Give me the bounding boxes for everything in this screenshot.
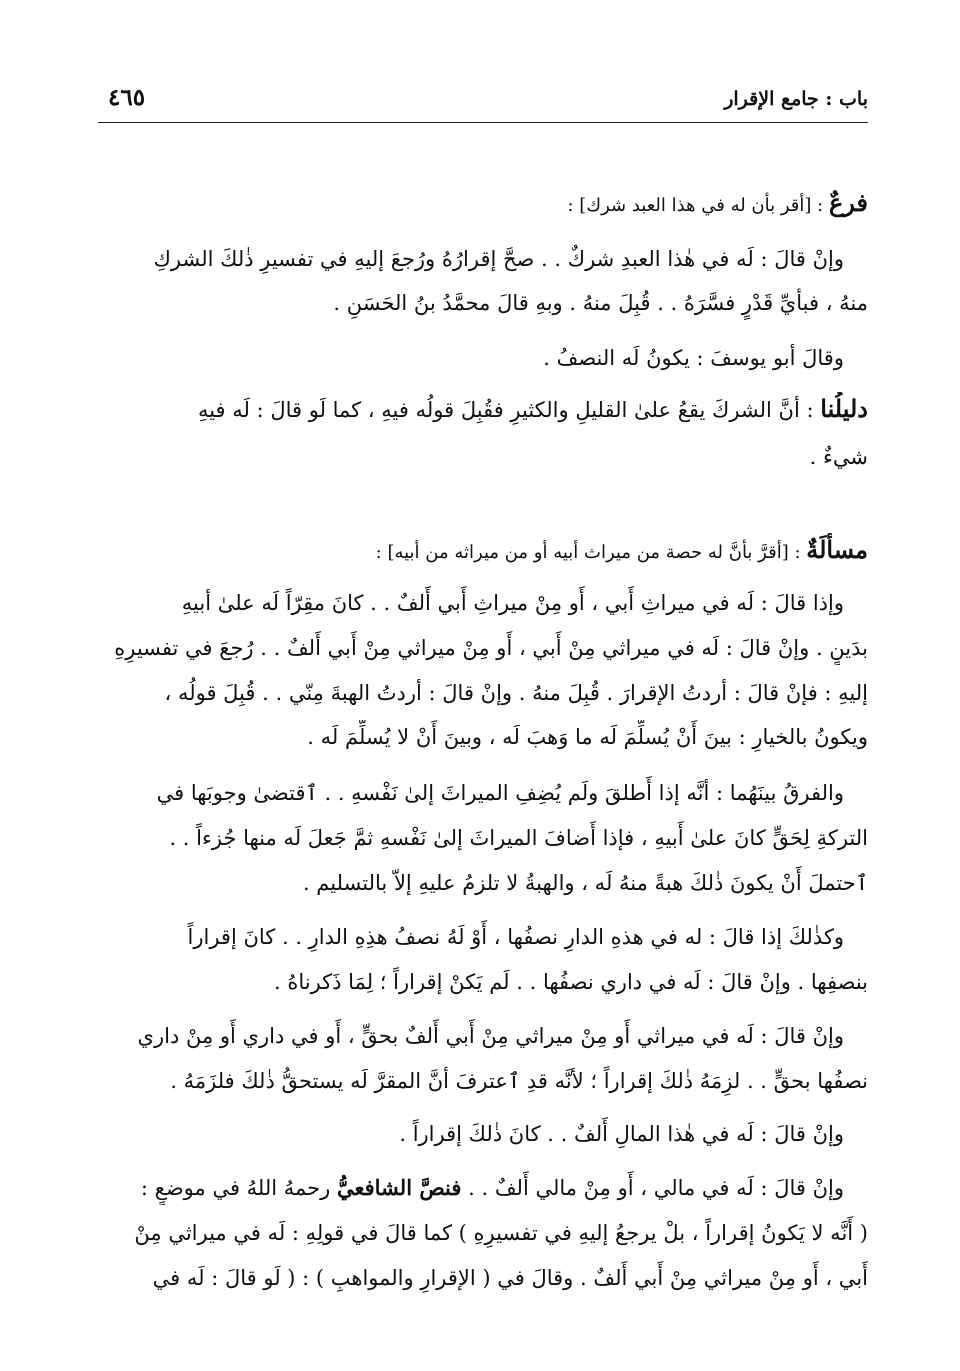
text-span: رحمهُ اللهُ في موضعٍ :	[140, 1176, 337, 1200]
heading-subject: : [أقر بأن له في هذا العبد شرك] :	[567, 195, 829, 216]
text-line: أَبي ، أَو مِنْ ميراثي مِنْ أَبي أَلفٌ . وقالَ في ( الإقرارِ والمواهبِ ) : ( لَو قالَ : لَه في	[152, 1266, 868, 1290]
heading-subject: : [أقرَّ بأنَّ له حصة من ميراث أبيه أو من ميراثه من أبيه] :	[375, 542, 807, 563]
text-line: وإذا قالَ : لَه في ميراثِ أَبي ، أَو مِنْ ميراثِ أَبي أَلفٌ . . كانَ مقِرّاً لَه علىٰ أبيهِ	[181, 591, 844, 615]
text-line: وإنْ قالَ : لَه في هٰذا العبدِ شركٌ . . صحَّ إقرارُهُ ورُجعَ إليهِ في تفسيرِ ذٰلكَ الشركِ	[153, 247, 844, 271]
text-line: ويكونُ بالخيارِ : بينَ أَنْ يُسلِّمَ لَه ما وَهبَ لَه ، وبينَ أَنْ لا يُسلِّمَ لَه .	[307, 725, 868, 749]
text-line: والفرقُ بينَهُما : أنَّه إذا أَطلقَ ولَم يُضِفِ الميراثَ إلىٰ نَفْسهِ . . ٱقتضىٰ وجوبَها في	[156, 781, 844, 805]
text-line	[98, 1171, 844, 1205]
section-heading-masala	[98, 533, 868, 570]
page-header	[98, 82, 868, 123]
text-line: بنصفِها . وإنْ قالَ : لَه في داري نصفُها . . لَم يَكنْ إقراراً ؛ لِمَا ذَكرناهُ .	[273, 970, 868, 994]
text-span: : أنَّ الشركَ يقعُ علىٰ القليلِ والكثيرِ فقُبِلَ قولُه فيهِ ، كما لَو قالَ : لَه فيهِ	[197, 398, 821, 422]
text-line: وإنْ قالَ : لَه في هٰذا المالِ أَلفٌ . . كانَ ذٰلكَ إقراراً .	[399, 1122, 844, 1146]
text-line: إليهِ : فإنْ قالَ : أردتُ الإقرارَ . قُبِلَ منهُ . وإنْ قالَ : أردتُ الهبةَ مِنّي . . قُبِلَ قولُه ،	[164, 681, 868, 705]
text-line: وقالَ أبو يوسفَ : يكونُ لَه النصفُ .	[543, 346, 844, 370]
text-line: التركةِ لِحَقٍّ كانَ علىٰ أَبيهِ ، فإذا أَضافَ الميراثَ إلىٰ نَفْسهِ ثمَّ جَعلَ لَه منها جُزءاً . .	[169, 826, 868, 850]
text-line: شيءٌ .	[809, 445, 868, 469]
text-line: منهُ ، فبأيِّ قَدْرٍ فسَّرَهُ . . قُبِلَ منهُ . وبهِ قالَ محمَّدُ بنُ الحَسَنِ .	[333, 291, 868, 315]
scholar-name: فنصَّ الشافعيُّ	[336, 1175, 462, 1200]
text-line: ( أَنَّه لا يَكونُ إقراراً ، بلْ يرجعُ إليهِ في تفسيرِهِ ) كما قالَ في قولِهِ : لَه في ميراثي مِنْ	[134, 1221, 868, 1245]
section-heading-far	[98, 186, 868, 223]
text-span: وإنْ قالَ : لَه في مالي ، أَو مِنْ مالي أَلفٌ . .	[461, 1176, 844, 1200]
text-line	[98, 392, 868, 427]
heading-label: فرعٌ	[828, 188, 868, 217]
text-line: بدَينٍ . وإنْ قالَ : لَه في ميراثي مِنْ أَبي ، أَو مِنْ ميراثي مِنْ أَبي أَلفٌ . . رُجعَ في تفسيرِهِ	[114, 636, 868, 660]
text-line: ٱحتملَ أَنْ يكونَ ذٰلكَ هبةً منهُ لَه ، والهبةُ لا تلزمُ عليهِ إلاّ بالتسليم .	[302, 871, 868, 895]
running-title: باب : جامع الإقرار	[724, 88, 868, 110]
evidence-label: دليلُنا	[820, 394, 868, 423]
heading-label: مسألَةٌ	[806, 535, 868, 564]
text-line: نصفُها بحقٍّ . . لزِمَهُ ذٰلكَ إقراراً ؛ لأنَّه قدِ ٱعترفَ أنَّ المقرَّ لَه يستحقُّ ذٰلكَ فلزَمَهُ .	[170, 1069, 868, 1093]
text-line: وكذٰلكَ إذا قالَ : له في هذهِ الدارِ نصفُها ، أَوْ لَهُ نصفُ هذِهِ الدارِ . . كانَ إقراراً	[187, 925, 844, 949]
page-number: ٤٦٥	[108, 84, 146, 111]
text-line: وإنْ قالَ : لَه في ميراثي أَو مِنْ ميراثي مِنْ أَبي أَلفٌ بحقٍّ ، أَو في داري أَو مِنْ داري	[137, 1024, 844, 1048]
